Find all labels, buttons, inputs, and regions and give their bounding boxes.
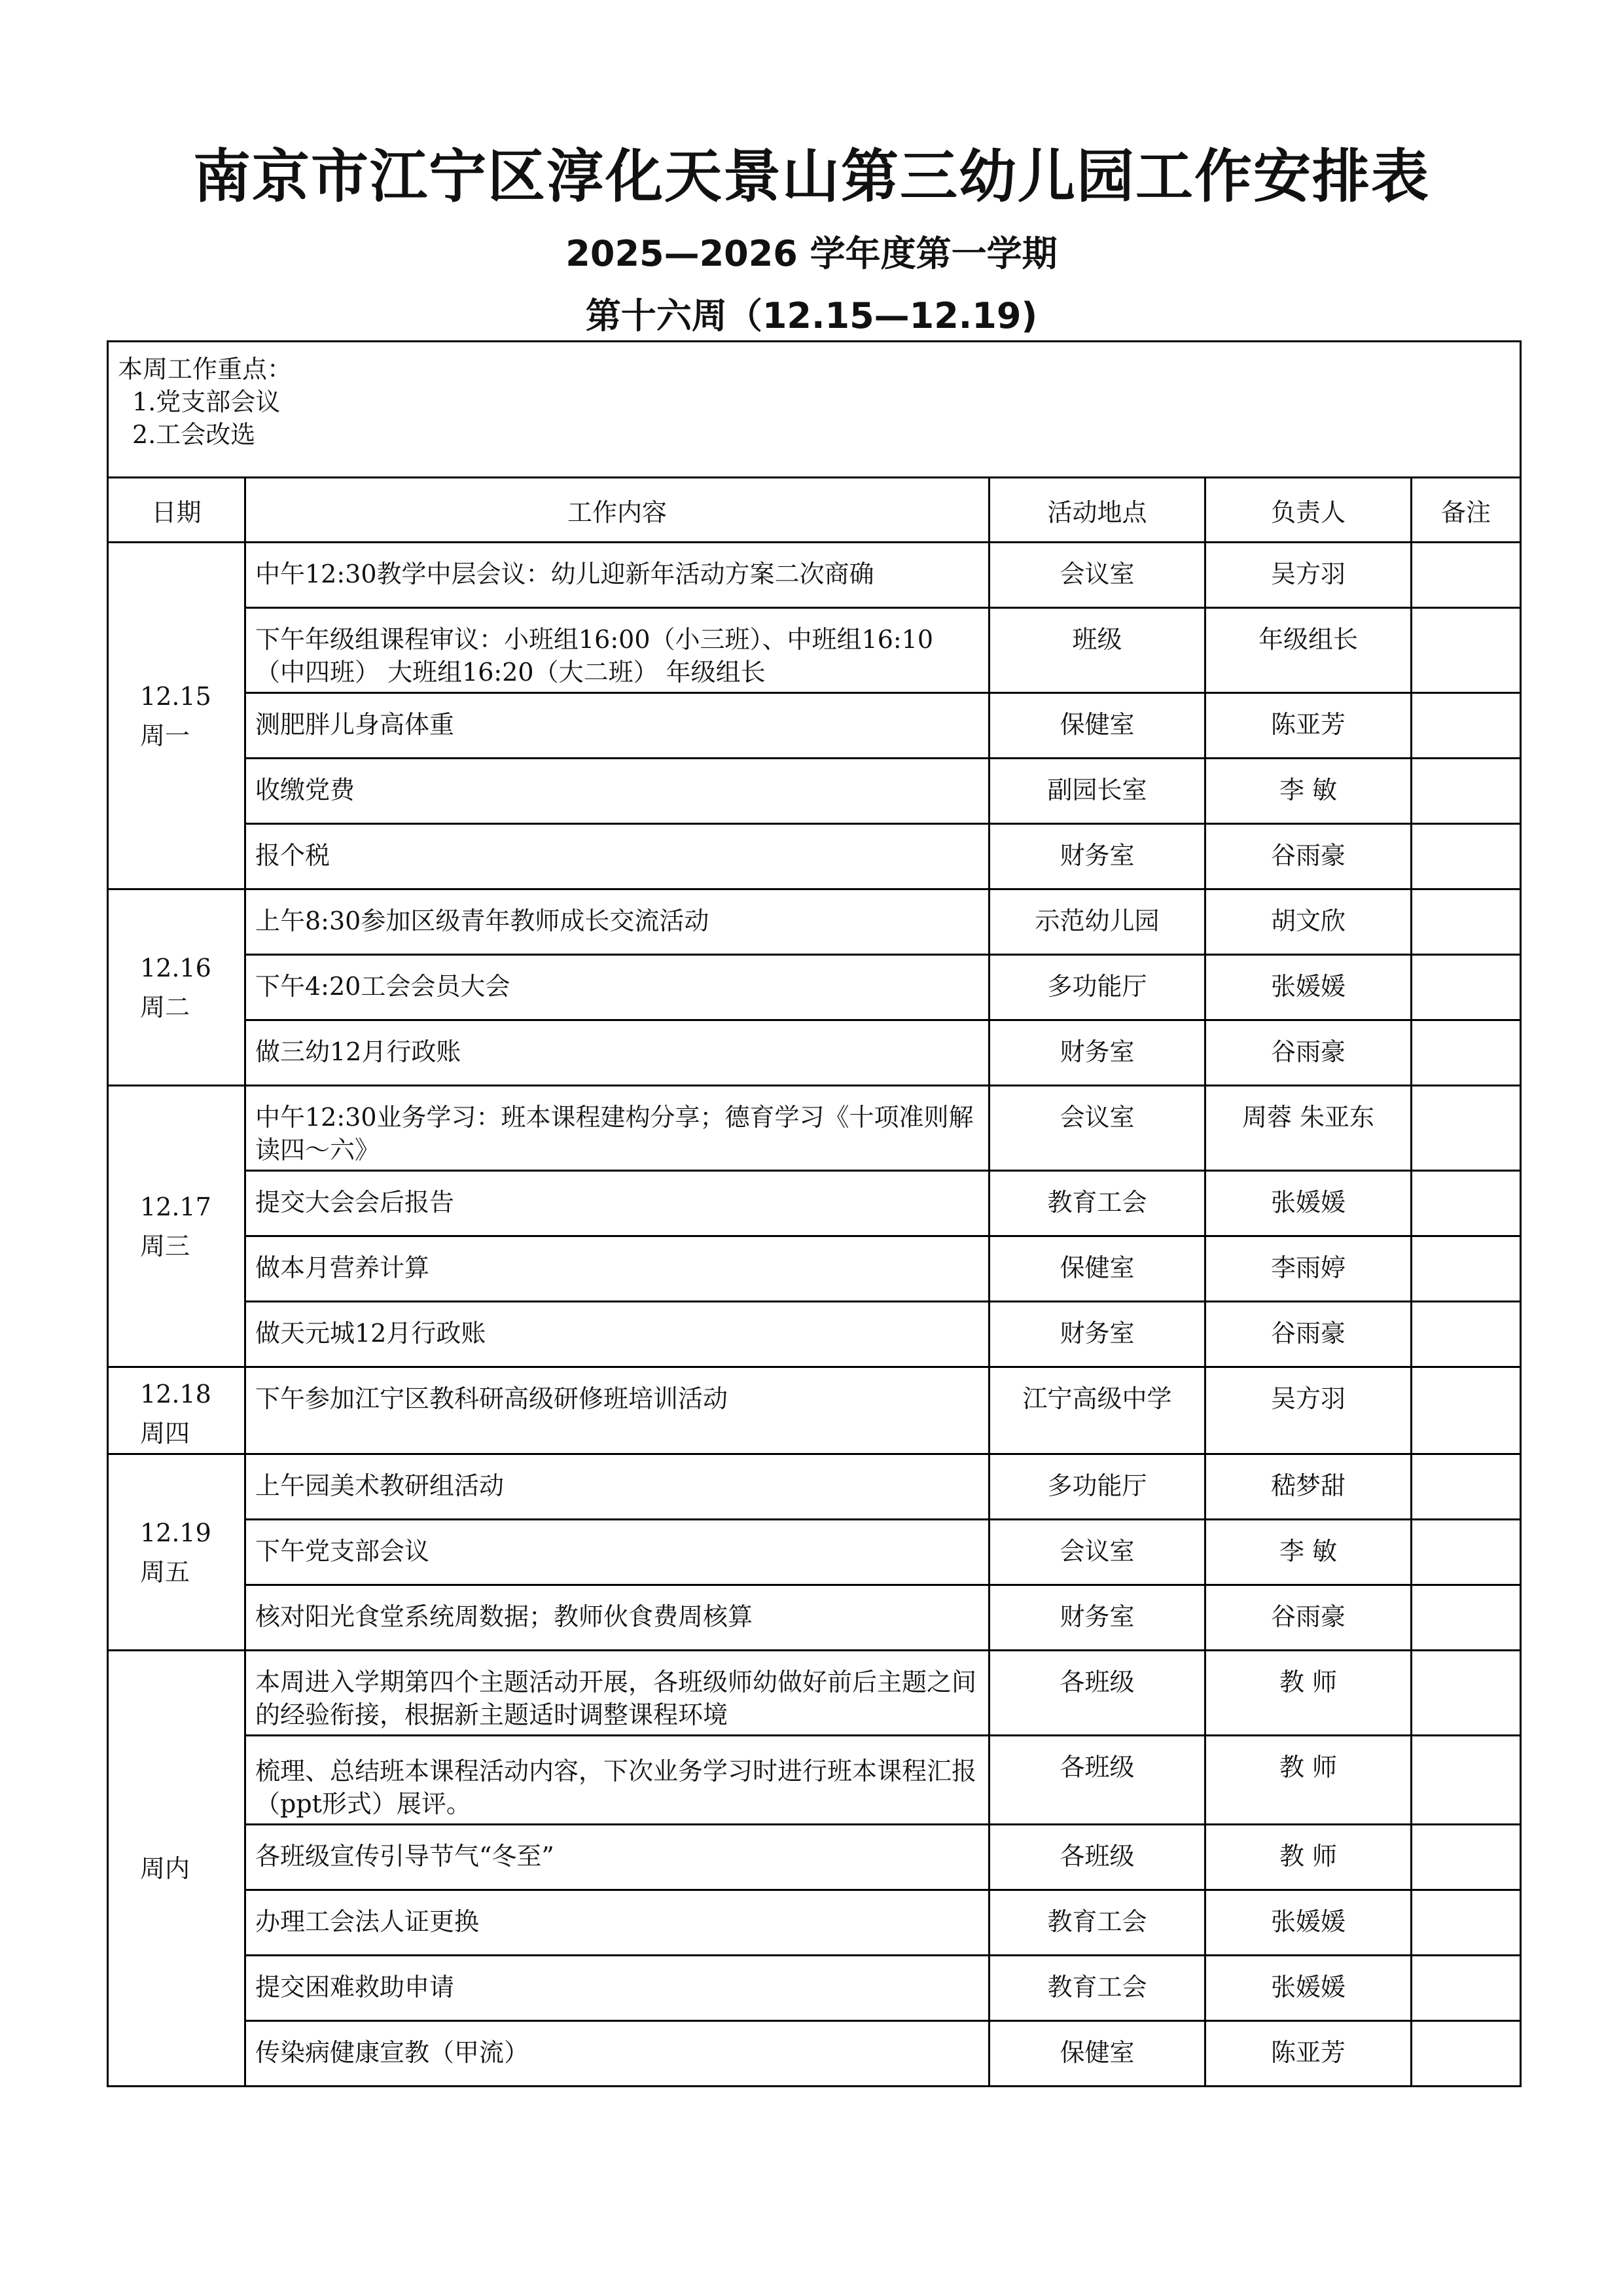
work-content: 测肥胖儿身高体重 (245, 693, 990, 759)
activity-location: 会议室 (990, 543, 1205, 608)
note (1412, 1520, 1521, 1585)
work-content: 做三幼12月行政账 (245, 1020, 990, 1086)
date-cell (108, 1454, 245, 1651)
responsible-person: 教 师 (1205, 1736, 1412, 1825)
activity-location: 各班级 (990, 1825, 1205, 1890)
date: 12.17 (140, 1192, 211, 1221)
note (1412, 1236, 1521, 1302)
table-row (108, 1736, 1521, 1825)
date: 12.18 (140, 1380, 211, 1408)
note (1412, 1454, 1521, 1520)
table-row (108, 1520, 1521, 1585)
note (1412, 824, 1521, 889)
header-note: 备注 (1412, 478, 1521, 543)
date: 12.15 (140, 681, 211, 711)
schedule-table (107, 340, 1522, 2087)
responsible-person: 张媛媛 (1205, 1956, 1412, 2021)
responsible-person: 张媛媛 (1205, 1171, 1412, 1236)
activity-location: 会议室 (990, 1520, 1205, 1585)
note (1412, 1736, 1521, 1825)
activity-location: 保健室 (990, 1236, 1205, 1302)
table-row (108, 1020, 1521, 1086)
note (1412, 608, 1521, 693)
activity-location: 各班级 (990, 1736, 1205, 1825)
activity-location: 多功能厅 (990, 955, 1205, 1020)
activity-location: 教育工会 (990, 1171, 1205, 1236)
date-cell (108, 543, 245, 889)
note (1412, 693, 1521, 759)
table-row (108, 1302, 1521, 1367)
note (1412, 2021, 1521, 2087)
table-row (108, 608, 1521, 693)
responsible-person: 谷雨豪 (1205, 1302, 1412, 1367)
note (1412, 955, 1521, 1020)
activity-location: 江宁高级中学 (990, 1367, 1205, 1454)
table-row (108, 889, 1521, 955)
responsible-person: 张媛媛 (1205, 1890, 1412, 1956)
note (1412, 1651, 1521, 1736)
activity-location: 副园长室 (990, 759, 1205, 824)
header-date: 日期 (108, 478, 245, 543)
activity-location: 教育工会 (990, 1956, 1205, 2021)
responsible-person: 谷雨豪 (1205, 1020, 1412, 1086)
responsible-person: 年级组长 (1205, 608, 1412, 693)
responsible-person: 李 敏 (1205, 759, 1412, 824)
responsible-person: 嵇梦甜 (1205, 1454, 1412, 1520)
activity-location: 保健室 (990, 2021, 1205, 2087)
responsible-person: 李 敏 (1205, 1520, 1412, 1585)
note (1412, 1171, 1521, 1236)
note (1412, 543, 1521, 608)
table-row (108, 1825, 1521, 1890)
responsible-person: 张媛媛 (1205, 955, 1412, 1020)
table-row (108, 1585, 1521, 1651)
work-content: 做本月营养计算 (245, 1236, 990, 1302)
weekday: 周二 (140, 992, 190, 1022)
note (1412, 1302, 1521, 1367)
work-content: 核对阳光食堂系统周数据；教师伙食费周核算 (245, 1585, 990, 1651)
activity-location: 财务室 (990, 824, 1205, 889)
activity-location: 财务室 (990, 1302, 1205, 1367)
work-content: 办理工会法人证更换 (245, 1890, 990, 1956)
header-person: 负责人 (1205, 478, 1412, 543)
table-row (108, 2021, 1521, 2087)
table-row (108, 759, 1521, 824)
activity-location: 财务室 (990, 1585, 1205, 1651)
responsible-person: 胡文欣 (1205, 889, 1412, 955)
table-row (108, 1651, 1521, 1736)
weekday: 周三 (140, 1231, 190, 1261)
weekday: 周四 (140, 1419, 190, 1448)
responsible-person: 吴方羽 (1205, 543, 1412, 608)
work-content: 做天元城12月行政账 (245, 1302, 990, 1367)
work-content: 传染病健康宣教（甲流） (245, 2021, 990, 2087)
focus-item: 2.工会改选 (132, 420, 256, 449)
activity-location: 会议室 (990, 1086, 1205, 1171)
work-content: 报个税 (245, 824, 990, 889)
table-row (108, 1367, 1521, 1454)
note (1412, 1825, 1521, 1890)
activity-location: 班级 (990, 608, 1205, 693)
header-location: 活动地点 (990, 478, 1205, 543)
activity-location: 各班级 (990, 1651, 1205, 1736)
activity-location: 多功能厅 (990, 1454, 1205, 1520)
date-cell (108, 889, 245, 1086)
work-content: 上午园美术教研组活动 (245, 1454, 990, 1520)
focus-row (108, 342, 1521, 478)
note (1412, 1020, 1521, 1086)
work-content: 本周进入学期第四个主题活动开展，各班级师幼做好前后主题之间的经验衔接，根据新主题适时调整课程环境 (245, 1651, 990, 1736)
table-row (108, 1890, 1521, 1956)
page-title: 南京市江宁区淳化天景山第三幼儿园工作安排表 (192, 143, 1430, 210)
semester-subtitle: 2025—2026 学年度第一学期 (565, 233, 1058, 274)
weekday: 周五 (140, 1557, 190, 1587)
work-content: 收缴党费 (245, 759, 990, 824)
header-row (108, 478, 1521, 543)
table-row (108, 1956, 1521, 2021)
work-content: 下午年级组课程审议：小班组16:00（小三班）、中班组16:10（中四班） 大班组16:20（大二班） 年级组长 (245, 608, 990, 693)
date-cell (108, 1086, 245, 1367)
work-content: 中午12:30业务学习：班本课程建构分享；德育学习《十项准则解读四～六》 (245, 1086, 990, 1171)
responsible-person: 教 师 (1205, 1825, 1412, 1890)
table-row (108, 693, 1521, 759)
responsible-person: 陈亚芳 (1205, 693, 1412, 759)
date-cell (108, 1367, 245, 1454)
table-row (108, 543, 1521, 608)
table-row (108, 1171, 1521, 1236)
date: 12.19 (140, 1518, 211, 1547)
work-content: 下午4:20工会会员大会 (245, 955, 990, 1020)
responsible-person: 谷雨豪 (1205, 1585, 1412, 1651)
weekly-focus (108, 342, 1521, 478)
responsible-person: 陈亚芳 (1205, 2021, 1412, 2087)
note (1412, 1890, 1521, 1956)
note (1412, 1086, 1521, 1171)
date-cell (108, 1651, 245, 2087)
work-content: 中午12:30教学中层会议：幼儿迎新年活动方案二次商确 (245, 543, 990, 608)
table-row (108, 1236, 1521, 1302)
activity-location: 示范幼儿园 (990, 889, 1205, 955)
note (1412, 759, 1521, 824)
responsible-person: 周蓉 朱亚东 (1205, 1086, 1412, 1171)
responsible-person: 吴方羽 (1205, 1367, 1412, 1454)
note (1412, 1585, 1521, 1651)
work-content: 提交大会会后报告 (245, 1171, 990, 1236)
work-content: 下午党支部会议 (245, 1520, 990, 1585)
weekday: 周一 (140, 721, 190, 750)
note (1412, 1956, 1521, 2021)
note (1412, 1367, 1521, 1454)
week-subtitle: 第十六周（12.15—12.19) (585, 295, 1038, 336)
note (1412, 889, 1521, 955)
activity-location: 教育工会 (990, 1890, 1205, 1956)
responsible-person: 谷雨豪 (1205, 824, 1412, 889)
work-content: 下午参加江宁区教科研高级研修班培训活动 (245, 1367, 990, 1454)
header-content: 工作内容 (245, 478, 990, 543)
table-row (108, 955, 1521, 1020)
table-row (108, 824, 1521, 889)
responsible-person: 李雨婷 (1205, 1236, 1412, 1302)
table-row (108, 1086, 1521, 1171)
table-row (108, 1454, 1521, 1520)
work-content: 提交困难救助申请 (245, 1956, 990, 2021)
focus-item: 1.党支部会议 (132, 387, 281, 416)
date: 周内 (140, 1854, 190, 1883)
work-content: 梳理、总结班本课程活动内容，下次业务学习时进行班本课程汇报（ppt形式）展评。 (245, 1736, 990, 1825)
work-content: 上午8:30参加区级青年教师成长交流活动 (245, 889, 990, 955)
focus-label: 本周工作重点： (118, 355, 293, 384)
activity-location: 保健室 (990, 693, 1205, 759)
work-content: 各班级宣传引导节气“冬至” (245, 1825, 990, 1890)
responsible-person: 教 师 (1205, 1651, 1412, 1736)
activity-location: 财务室 (990, 1020, 1205, 1086)
date: 12.16 (140, 953, 211, 982)
